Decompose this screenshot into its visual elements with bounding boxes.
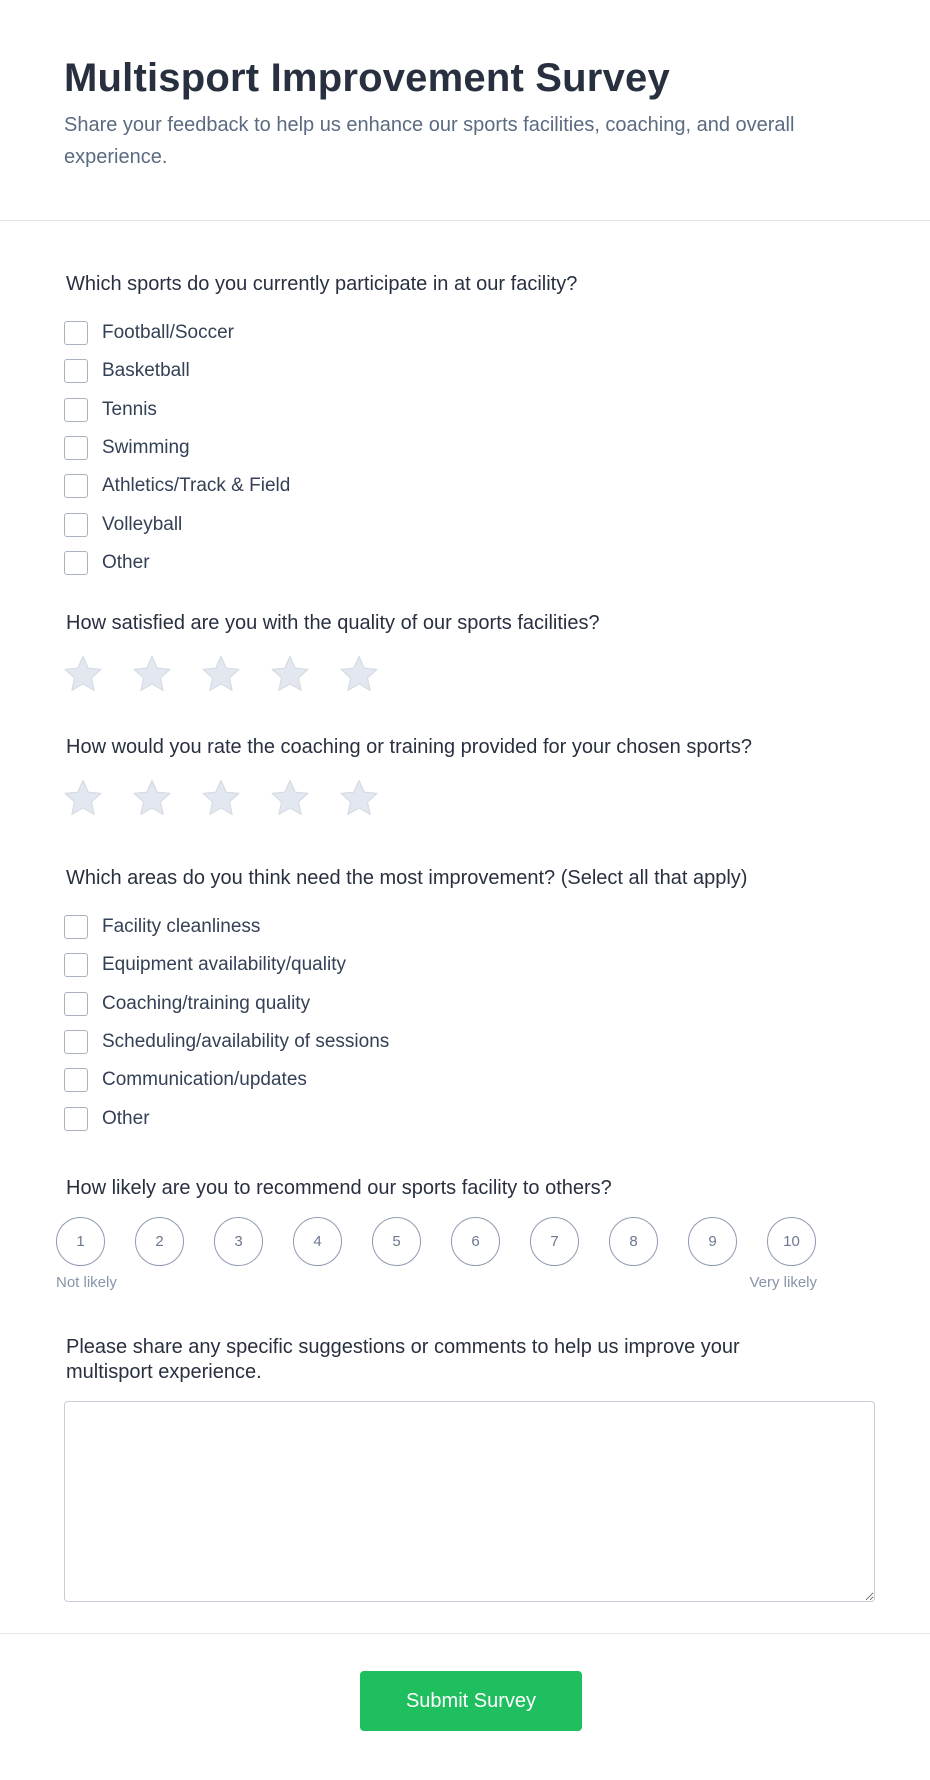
checkbox-option[interactable] [66,505,886,543]
recommend-scale [56,1217,886,1266]
star-icon[interactable] [62,777,104,819]
checkbox[interactable] [64,992,88,1016]
scale-option-9[interactable]: 9 [688,1217,737,1266]
question-suggestions [66,1335,826,1385]
coaching-star-rating [62,777,886,819]
checkbox-label: Communication/updates [102,1069,307,1091]
page-subtitle: Share your feedback to help us enhance our sports facilities, coaching, and overall experience. [64,114,795,168]
checkbox[interactable] [64,915,88,939]
checkbox-option[interactable] [66,467,886,505]
question-label: How likely are you to recommend our sports facility to others? [66,1177,612,1199]
question-sports-participation [66,272,886,582]
star-icon[interactable] [200,653,242,695]
checkbox-label: Volleyball [102,513,183,535]
submit-survey-button[interactable]: Submit Survey [360,1671,582,1731]
star-icon[interactable] [200,777,242,819]
question-coaching-rating [66,735,886,819]
question-facility-satisfaction [66,611,886,695]
checkbox-label: Coaching/training quality [102,992,311,1014]
question-label: Please share any specific suggestions or comments to help us improve your multisport experience. [66,1336,740,1383]
checkbox-option[interactable] [66,1099,886,1137]
checkbox[interactable] [64,953,88,977]
scale-option-4[interactable]: 4 [293,1217,342,1266]
checkbox[interactable] [64,513,88,537]
star-icon[interactable] [338,777,380,819]
question-improvement-areas [66,866,886,1138]
checkbox-label: Swimming [102,437,190,459]
checkbox-option[interactable] [66,1061,886,1099]
checkbox[interactable] [64,359,88,383]
question-label: Which areas do you think need the most improvement? (Select all that apply) [66,867,748,889]
checkbox[interactable] [64,398,88,422]
star-icon[interactable] [269,653,311,695]
survey-header [0,0,930,221]
sports-options [66,314,886,582]
scale-option-8[interactable]: 8 [609,1217,658,1266]
checkbox[interactable] [64,1030,88,1054]
checkbox[interactable] [64,1107,88,1131]
checkbox-option[interactable] [66,314,886,352]
star-icon[interactable] [62,653,104,695]
scale-high-label: Very likely [749,1274,817,1291]
checkbox-option[interactable] [66,429,886,467]
question-label: Which sports do you currently participate in at our facility? [66,273,578,295]
checkbox-option[interactable] [66,391,886,429]
checkbox-label: Scheduling/availability of sessions [102,1031,390,1053]
checkbox-option[interactable] [66,352,886,390]
question-label: How would you rate the coaching or training provided for your chosen sports? [66,736,752,758]
scale-option-5[interactable]: 5 [372,1217,421,1266]
page-title: Multisport Improvement Survey [64,56,670,100]
checkbox-option[interactable] [66,946,886,984]
star-icon[interactable] [269,777,311,819]
checkbox[interactable] [64,436,88,460]
checkbox-label: Athletics/Track & Field [102,475,291,497]
checkbox[interactable] [64,321,88,345]
checkbox-label: Other [102,551,150,573]
checkbox-label: Football/Soccer [102,322,235,344]
scale-option-7[interactable]: 7 [530,1217,579,1266]
checkbox[interactable] [64,474,88,498]
checkbox-label: Other [102,1107,150,1129]
checkbox-option[interactable] [66,908,886,946]
scale-option-10[interactable]: 10 [767,1217,816,1266]
suggestions-textarea[interactable] [64,1401,875,1602]
checkbox-option[interactable] [66,544,886,582]
checkbox[interactable] [64,1068,88,1092]
star-icon[interactable] [131,777,173,819]
scale-labels [56,1274,817,1291]
checkbox-label: Equipment availability/quality [102,954,346,976]
survey-footer [0,1633,930,1780]
checkbox-label: Basketball [102,360,190,382]
scale-option-2[interactable]: 2 [135,1217,184,1266]
question-label: How satisfied are you with the quality of our sports facilities? [66,612,600,634]
facility-star-rating [62,653,886,695]
checkbox-label: Tennis [102,398,157,420]
star-icon[interactable] [131,653,173,695]
scale-option-6[interactable]: 6 [451,1217,500,1266]
checkbox-option[interactable] [66,1023,886,1061]
improvement-options [66,908,886,1138]
checkbox-option[interactable] [66,985,886,1023]
question-recommend-likelihood [56,1176,886,1291]
checkbox[interactable] [64,551,88,575]
star-icon[interactable] [338,653,380,695]
scale-low-label: Not likely [56,1274,117,1291]
checkbox-label: Facility cleanliness [102,916,261,938]
scale-option-1[interactable]: 1 [56,1217,105,1266]
scale-option-3[interactable]: 3 [214,1217,263,1266]
